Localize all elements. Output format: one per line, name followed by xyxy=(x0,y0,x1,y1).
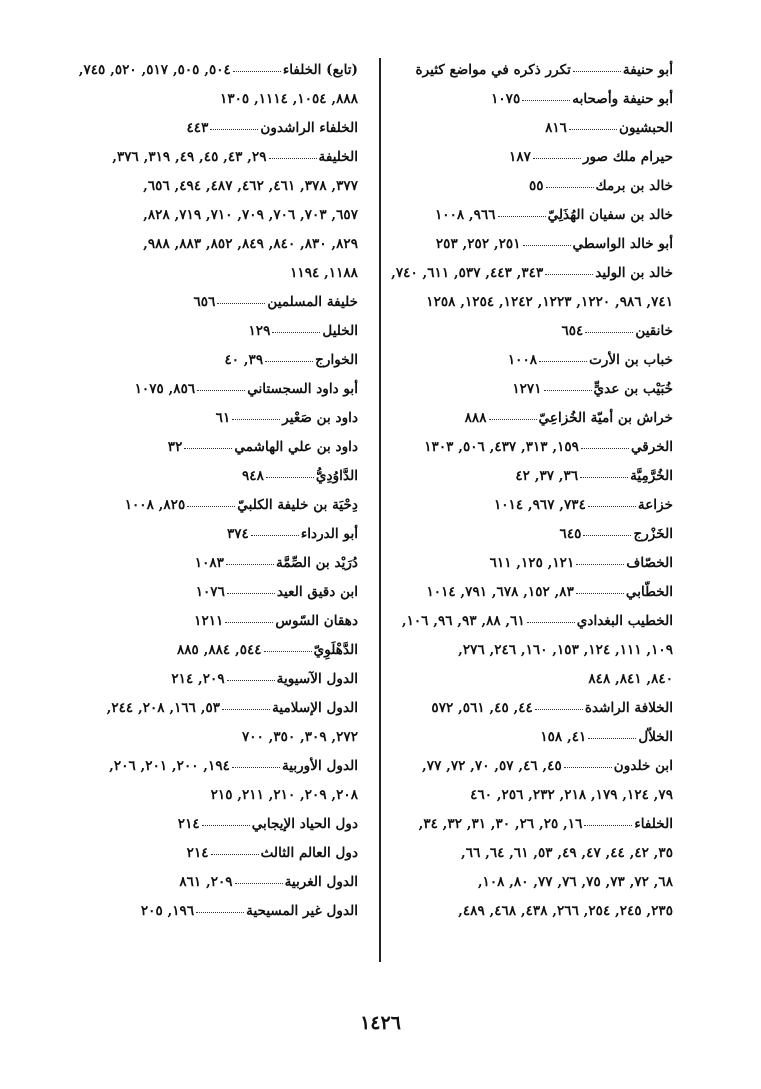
leader-dots xyxy=(202,824,250,826)
page-references: ٧٣٤, ٩٦٧, ١٠١٤ xyxy=(493,497,586,513)
leader-dots xyxy=(573,70,621,72)
index-term: دول العالم الثالث xyxy=(260,845,358,861)
index-term: خزاعة xyxy=(637,497,673,513)
index-entry xyxy=(76,317,358,346)
index-entry xyxy=(398,288,673,317)
leader-dots xyxy=(576,592,624,594)
index-entry xyxy=(398,607,673,636)
index-entry xyxy=(76,172,358,201)
page-references: ٢٧٢, ٣٠٩, ٣٥٠, ٧٠٠ xyxy=(241,729,358,745)
index-entry xyxy=(398,636,673,665)
index-term: أبو داود السجستاني xyxy=(247,381,358,397)
index-entry xyxy=(76,375,358,404)
page-references: ٨٣, ١٥٢, ٦٧٨, ٧٩١, ١٠١٤ xyxy=(426,584,574,600)
index-entry xyxy=(76,491,358,520)
page-references: ٣٤٣, ٤٤٣, ٥٣٧, ٦١١, ٧٤٠, xyxy=(391,265,544,281)
index-entry xyxy=(76,114,358,143)
page-references: ١٢٩ xyxy=(248,323,271,339)
page-references: ١٠٨٣ xyxy=(194,555,224,571)
leader-dots xyxy=(564,766,612,768)
leader-dots xyxy=(583,534,631,536)
leader-dots xyxy=(569,128,617,130)
index-entry xyxy=(398,810,673,839)
leader-dots xyxy=(533,157,581,159)
leader-dots xyxy=(197,389,245,391)
leader-dots xyxy=(196,911,244,913)
index-term: أبو حنيفة xyxy=(622,62,673,78)
index-term: الخُرَّمِيَّة xyxy=(630,468,673,484)
index-entry xyxy=(398,85,673,114)
leader-dots xyxy=(527,621,575,623)
index-term: داود بن علي الهاشمي xyxy=(234,439,358,455)
page-references: ٦١, ٨٨, ٩٣, ٩٦, ١٠٦, xyxy=(401,613,525,629)
page-references: ٢٩, ٤٣, ٤٥, ٤٩, ٣١٩, ٣٧٦, xyxy=(112,149,267,165)
index-term: الحبشيون xyxy=(618,120,673,136)
leader-dots xyxy=(489,418,537,420)
page-references: ١٦, ٢٥, ٢٦, ٣٠, ٣١, ٣٢, ٣٤, xyxy=(418,816,583,832)
index-term: الخطّابي xyxy=(625,584,673,600)
leader-dots xyxy=(544,389,592,391)
page-references: ٥٤٤, ٨٨٤, ٨٨٥ xyxy=(176,642,262,658)
page-references: ٤١, ١٥٨ xyxy=(540,729,587,745)
index-term: دِحْيَة بن خليفة الكلبيّ xyxy=(237,497,358,513)
leader-dots xyxy=(584,824,632,826)
index-entry xyxy=(398,462,673,491)
page-references: ٣٥, ٤٢, ٤٤, ٤٧, ٤٩, ٥٣, ٦١, ٦٤, ٦٦, xyxy=(461,845,673,861)
index-entry xyxy=(76,839,358,868)
index-entry xyxy=(76,578,358,607)
leader-dots xyxy=(576,563,624,565)
index-term: الدَّاوُدِيُّ xyxy=(315,468,358,484)
page-references: ٩٤٨ xyxy=(242,468,264,484)
index-entry xyxy=(76,433,358,462)
index-entry xyxy=(398,578,673,607)
index-term: الخليل xyxy=(322,323,358,339)
index-entry xyxy=(76,462,358,491)
index-entry xyxy=(76,752,358,781)
index-term: خالد بن برمك xyxy=(595,178,673,194)
leader-dots xyxy=(588,737,636,739)
page-references: ١٢٧١ xyxy=(512,381,542,397)
index-entry xyxy=(398,201,673,230)
leader-dots xyxy=(539,360,587,362)
leader-dots xyxy=(588,505,636,507)
page-references: ٦٥٧, ٧٠٣, ٧٠٦, ٧٠٩, ٧١٠, ٧١٩, ٨٢٨, xyxy=(143,207,358,223)
page-references: ١٢١, ١٢٥, ٦١١ xyxy=(489,555,575,571)
index-entry xyxy=(76,694,358,723)
index-entry xyxy=(398,694,673,723)
leader-dots xyxy=(272,331,320,333)
page-references: ٣٢ xyxy=(167,439,183,455)
page-references: ١٩٦, ٢٠٥ xyxy=(140,903,195,919)
page-references: ٣٧٧, ٣٧٨, ٤٦١, ٤٦٢, ٤٨٧, ٤٩٤, ٦٥٦, xyxy=(143,178,358,194)
page-references: ١٠٠٨ xyxy=(507,352,538,368)
leader-dots xyxy=(585,331,633,333)
index-entry xyxy=(398,781,673,810)
index-entry xyxy=(391,259,673,288)
page-references: ٢١٤ xyxy=(177,816,200,832)
index-entry xyxy=(76,897,358,926)
index-term: الخلافة الراشدة xyxy=(584,700,673,716)
index-term: خالد بن سفيان الهُذَلِيّ xyxy=(547,207,673,223)
leader-dots xyxy=(581,447,629,449)
index-term: الخرقي xyxy=(630,439,673,455)
page-references: ٦٨, ٧٢, ٧٣, ٧٥, ٧٦, ٧٧, ٨٠, ١٠٨, xyxy=(477,874,673,890)
index-entry xyxy=(398,56,673,85)
index-term: الخصّاف xyxy=(626,555,673,571)
leader-dots xyxy=(269,157,317,159)
leader-dots xyxy=(226,563,274,565)
page-references: ٢٠٩, ٨٦١ xyxy=(179,874,233,890)
leader-dots xyxy=(523,244,571,246)
page-references: ٩٦٦, ١٠٠٨ xyxy=(434,207,496,223)
index-entry xyxy=(398,346,673,375)
leader-dots xyxy=(217,302,265,304)
leader-dots xyxy=(546,186,594,188)
index-entry xyxy=(398,752,673,781)
index-entry xyxy=(76,230,358,259)
page-references: ٢٠٨, ٢٠٩, ٢١٠, ٢١١, ٢١٥ xyxy=(210,787,358,803)
page-references: ٥٥ xyxy=(528,178,544,194)
leader-dots xyxy=(522,99,570,101)
page-references: ١٩٤, ٢٠٠, ٢٠١, ٢٠٦, xyxy=(109,758,230,774)
page-references: ١٢١١ xyxy=(194,613,224,629)
leader-dots xyxy=(580,476,628,478)
page-references: ٣٦, ٣٧, ٤٢ xyxy=(515,468,579,484)
index-term: خانقين xyxy=(635,323,673,339)
column-divider xyxy=(379,58,381,962)
page-references: ٨٨٨ xyxy=(464,410,487,426)
index-entry xyxy=(76,143,358,172)
page-references: ٨٥٦, ١٠٧٥ xyxy=(134,381,196,397)
index-entry xyxy=(76,404,358,433)
page-references: ١٠٧٦ xyxy=(195,584,225,600)
leader-dots xyxy=(264,650,312,652)
index-term: ابن دقيق العيد xyxy=(276,584,358,600)
leader-dots xyxy=(184,447,232,449)
index-entry xyxy=(398,520,673,549)
index-entry xyxy=(76,636,358,665)
leader-dots xyxy=(265,360,313,362)
leader-dots xyxy=(211,853,259,855)
page-references: ٨٨٨, ١٠٥٤, ١١١٤, ١٣٠٥ xyxy=(220,91,358,107)
page-references: ٢٥١, ٢٥٢, ٢٥٣ xyxy=(435,236,521,252)
page-references: ٨٢٩, ٨٣٠, ٨٤٠, ٨٤٩, ٨٥٢, ٨٨٣, ٩٨٨, xyxy=(143,236,358,252)
page-references: ٦٥٤ xyxy=(561,323,584,339)
page-references: ٥٣, ١٦٦, ٢٠٨, ٢٤٤, xyxy=(106,700,221,716)
index-term: الخلفاء الراشدون xyxy=(260,120,358,136)
index-term: الدول الأوربية xyxy=(281,758,358,774)
index-entry xyxy=(398,839,673,868)
page-references: ٤٤, ٤٥, ٥٦١, ٥٧٢ xyxy=(431,700,533,716)
index-entry xyxy=(398,114,673,143)
page-references: ١٠٩, ١١١, ١٢٤, ١٥٣, ١٦٠, ٢٤٦, ٢٧٦, xyxy=(458,642,673,658)
leader-dots xyxy=(235,882,283,884)
index-term: أبو حنيفة وأصحابه xyxy=(572,91,673,107)
page-references: ٦١ xyxy=(215,410,231,426)
index-column-left xyxy=(76,56,358,926)
index-entry xyxy=(398,549,673,578)
index-term: دول الحياد الإيجابي xyxy=(251,816,358,832)
page-references: ٦٥٦ xyxy=(193,294,216,310)
index-term: الدول الآسيوية xyxy=(276,671,358,687)
page-references: ١٥٩, ٣١٣, ٤٣٧, ٥٠٦, ١٣٠٣ xyxy=(424,439,579,455)
index-entry xyxy=(398,868,673,897)
index-entry xyxy=(398,230,673,259)
page-references: ٧٩, ١٢٤, ١٧٩, ٢١٨, ٢٣٢, ٢٥٦, ٤٦٠ xyxy=(470,787,673,803)
page-references: ١١٨٨, ١١٩٤ xyxy=(290,265,358,281)
leader-dots xyxy=(187,505,235,507)
index-term: حيرام ملك صور xyxy=(582,149,673,165)
index-term: ابن خلدون xyxy=(613,758,673,774)
index-term: خباب بن الأرت xyxy=(589,352,673,368)
page-references: ٢١٤ xyxy=(186,845,209,861)
index-term: داود بن صَعْير xyxy=(282,410,358,426)
index-term: الخلفاء xyxy=(634,816,673,832)
index-entry xyxy=(398,723,673,752)
index-term: الدَّهْلَوِيّ xyxy=(313,642,358,658)
index-entry xyxy=(76,520,358,549)
index-term: الدول الإسلامية xyxy=(272,700,358,716)
page-references: ٤٤٣ xyxy=(186,120,209,136)
leader-dots xyxy=(232,766,280,768)
index-entry xyxy=(398,665,673,694)
index-entry xyxy=(76,810,358,839)
page-references: ٢٠٩, ٢١٤ xyxy=(171,671,225,687)
page-references: ١٠٧٥ xyxy=(491,91,521,107)
index-term: خُبَيْب بن عديٍّ xyxy=(593,381,673,397)
page-references: تكرر ذكره في مواضع كثيرة xyxy=(415,62,571,78)
index-term: الدول غير المسيحية xyxy=(246,903,358,919)
index-term: الخوارج xyxy=(315,352,358,368)
index-entry xyxy=(76,781,358,810)
index-term: الخليفة xyxy=(318,149,358,165)
index-entry xyxy=(398,375,673,404)
page-references: ٥٠٤, ٥٠٥, ٥١٧, ٥٢٠, ٧٤٥, xyxy=(78,62,231,78)
page-number: ١٤٢٦ xyxy=(360,1012,401,1034)
index-entry xyxy=(398,143,673,172)
index-term: الدول الغربية xyxy=(284,874,358,890)
index-entry xyxy=(76,665,358,694)
index-term: خراش بن أميّة الخُزاعِيّ xyxy=(538,410,673,426)
index-entry xyxy=(76,549,358,578)
leader-dots xyxy=(210,128,258,130)
page-references: ٤٥, ٤٦, ٥٧, ٧٠, ٧٢, ٧٧, xyxy=(422,758,562,774)
leader-dots xyxy=(535,708,583,710)
index-entry xyxy=(76,85,358,114)
index-entry xyxy=(76,201,358,230)
leader-dots xyxy=(545,273,593,275)
index-term: الخَزْرج xyxy=(633,526,673,542)
leader-dots xyxy=(225,621,273,623)
leader-dots xyxy=(232,418,280,420)
index-term: دهقان السّوس xyxy=(275,613,358,629)
leader-dots xyxy=(233,70,281,72)
index-entry xyxy=(76,868,358,897)
index-entry xyxy=(76,346,358,375)
index-term: خليفة المسلمين xyxy=(267,294,358,310)
leader-dots xyxy=(251,534,299,536)
index-entry xyxy=(76,723,358,752)
page-references: ٧٤١, ٩٨٦, ١٢٢٠, ١٢٢٣, ١٢٤٢, ١٢٥٤, ١٢٥٨ xyxy=(426,294,673,310)
page-references: ١٨٧ xyxy=(509,149,531,165)
leader-dots xyxy=(227,592,275,594)
page-references: ٨١٦ xyxy=(545,120,567,136)
index-entry xyxy=(76,56,358,85)
index-term: الخطيب البغدادي xyxy=(576,613,673,629)
index-entry xyxy=(398,491,673,520)
page-references: ٣٩, ٤٠ xyxy=(224,352,264,368)
leader-dots xyxy=(222,708,270,710)
page-references: ٦٤٥ xyxy=(559,526,582,542)
index-term: (تابع) الخلفاء xyxy=(282,62,358,78)
index-term: الخلاّل xyxy=(638,729,673,745)
leader-dots xyxy=(498,215,546,217)
index-entry xyxy=(76,607,358,636)
index-term: خالد بن الوليد xyxy=(595,265,673,281)
index-entry xyxy=(76,259,358,288)
leader-dots xyxy=(266,476,314,478)
page-references: ٨٢٥, ١٠٠٨ xyxy=(124,497,186,513)
index-term: أبو خالد الواسطي xyxy=(572,236,673,252)
index-entry xyxy=(398,404,673,433)
leader-dots xyxy=(227,679,275,681)
index-term: أبو الدرداء xyxy=(300,526,358,542)
page-references: ٣٧٤ xyxy=(226,526,249,542)
index-entry xyxy=(398,433,673,462)
index-entry xyxy=(398,317,673,346)
index-column-right xyxy=(391,56,673,926)
index-entry xyxy=(398,897,673,926)
index-term: دُرَيْد بن الصِّمَّة xyxy=(276,555,358,571)
index-entry xyxy=(76,288,358,317)
page-references: ٢٣٥, ٢٤٥, ٢٥٤, ٢٦٦, ٤٣٨, ٤٦٨, ٤٨٩, xyxy=(458,903,673,919)
index-entry xyxy=(398,172,673,201)
page-references: ٨٤٠, ٨٤١, ٨٤٨ xyxy=(588,671,673,687)
